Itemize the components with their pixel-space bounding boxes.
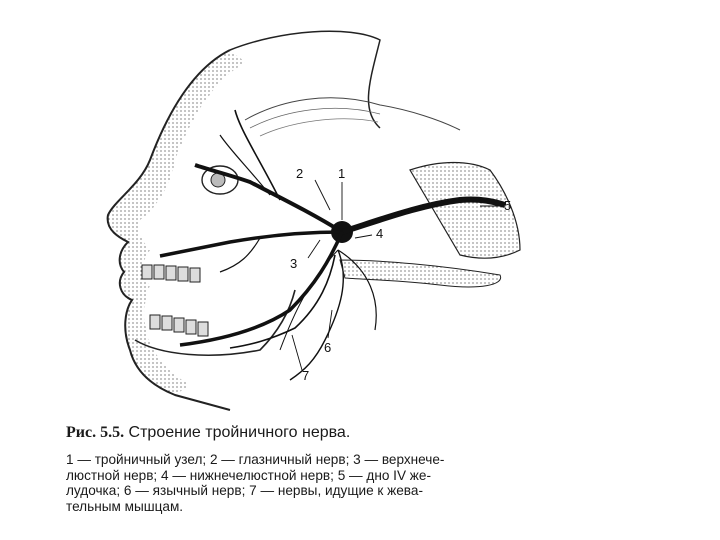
caption-legend [66,452,536,514]
label-7: 7 [302,368,310,383]
legend-line: люстной нерв; 4 — нижнечелюстной нерв; 5 — дно IV же- [66,467,431,483]
skin-dotted-band [108,50,245,395]
label-1: 1 [338,166,346,181]
caption-number: Рис. 5.5. [66,424,125,441]
label-3: 3 [290,256,298,271]
label-4: 4 [376,226,384,241]
cranial-contour [230,31,380,128]
maxillary-nerve [160,232,342,256]
masticatory-nerves [290,250,343,380]
upper-teeth [142,265,200,282]
lingual-nerve [230,255,335,348]
legend-line: тельным мышцам. [66,498,184,514]
label-6: 6 [324,340,332,355]
brain-surface [245,98,460,130]
caption-title-text: Строение тройничного нерва. [128,424,351,441]
legend-line: лудочка; 6 — язычный нерв; 7 — нервы, идущие к жева- [66,483,423,498]
figure-caption [66,424,536,514]
tongue-base [340,260,501,287]
trigeminal-nerve-illustration [80,10,560,420]
caption-title [66,424,536,442]
label-2: 2 [296,166,304,181]
legend-line: 1 — тройничный узел; 2 — глазничный нерв; 3 — верхнече- [66,452,445,467]
label-5: 5 [504,198,512,213]
lower-teeth [150,315,208,336]
